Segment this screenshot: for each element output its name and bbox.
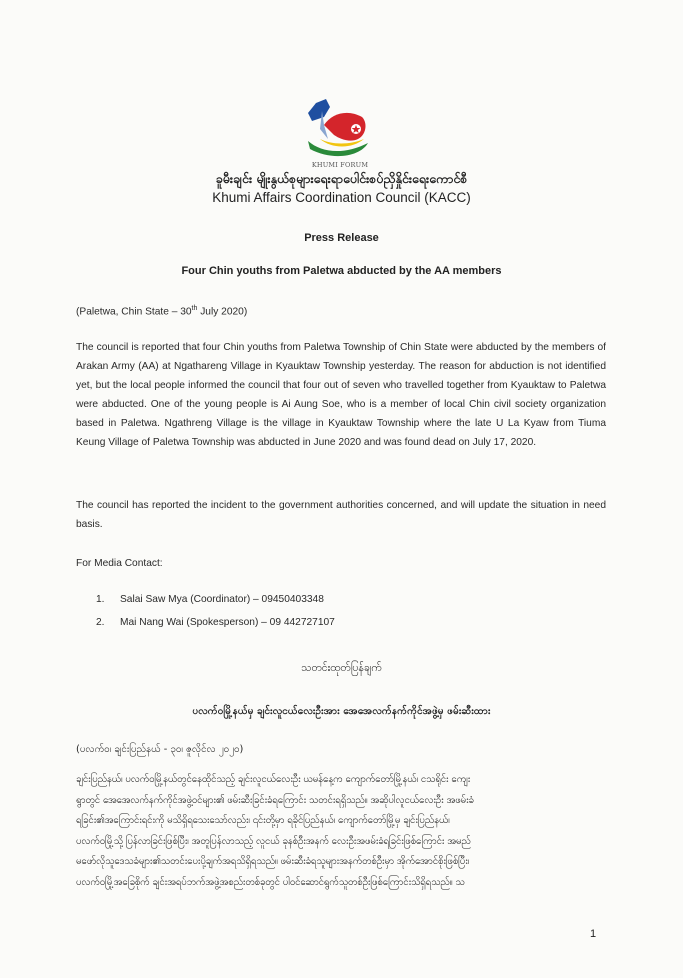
- burmese-release-title: သတင်းထုတ်ပြန်ချက်: [301, 662, 382, 674]
- burmese-line: ချင်းပြည်နယ်၊ ပလက်ဝမြို့နယ်တွင်နေထိုင်သည့် ချင်းလူငယ်လေးဦး ယမန်နေ့က ကျောက်တော်မြို့နယ်၊ ငသရိုင်း ကျေး: [76, 774, 471, 785]
- burmese-headline: ပလက်ဝမြို့နယ်မှ ချင်းလူငယ်လေးဦးအား အေအေလက်နက်ကိုင်အဖွဲ့မှ ဖမ်းဆီးထား: [192, 706, 491, 717]
- burmese-line: ပလက်ဝမြို့အခြေစိုက် ချင်းအရပ်ဘက်အဖွဲ့အစည်းတစ်ခုတွင် ပါဝင်ဆောင်ရွက်သူတစ်ဦးဖြစ်ကြောင်းသိရှိရသည်။ သ: [76, 876, 465, 888]
- burmese-body: [76, 770, 606, 894]
- paragraph-1: The council is reported that four Chin youths from Paletwa Township of Chin State were abducted by the members of Arakan Army (AA) at Ngathareng Village in Kyauktaw Township yesterday. The reason for abduction is not identified yet, but the local people informed the council that four out of seven who travelled together from Kyauktaw to Paletwa were abducted. One of the young people is Ai Aung Soe, who is a member of local Chin civil society organization based in Paletwa. Ngathreng Village is the village in Kyauktaw Township where the late U La Kyaw from Tiuma Keung Village of Paletwa Township was abducted in June 2020 and was found dead on July 17, 2020.: [76, 342, 606, 448]
- press-release-heading: Press Release: [304, 232, 379, 244]
- burmese-line: ပလက်ဝမြို့သို့ ပြန်လာခြင်းဖြစ်ပြီး၊ အတူပြန်လာသည့် လူငယ် ခုနစ်ဦးအနက် လေးဦးအဖမ်းခံရခြင်းဖြစ်ကြောင်း အမည်: [76, 835, 471, 847]
- logo-caption: KHUMI FORUM: [311, 161, 369, 169]
- press-release-title: Four Chin youths from Paletwa abducted by the AA members: [181, 265, 502, 277]
- burmese-line: မဖော်လိုသူဒေသခံများ၏သတင်းပေးပို့ချက်အရသိရှိရသည်။ ဖမ်းဆီးခံရသူများအနက်တစ်ဦးမှာ အိုက်အောင်စိုးဖြစ်ပြီး၊: [76, 856, 470, 868]
- contact-list: [96, 590, 335, 636]
- paragraph-2: The council has reported the incident to the government authorities concerned, and will update the situation in need basis.: [76, 500, 606, 530]
- dateline: (Paletwa, Chin State – 30th July 2020): [76, 305, 248, 318]
- contact-item: 1. Salai Saw Mya (Coordinator) – 09450403348: [96, 594, 324, 605]
- page-number: 1: [590, 928, 597, 940]
- burmese-line: ရခြင်း၏အကြောင်းရင်းကို မသိရှိရသေးသော်လည်း၊ ၎င်းတို့မှာ ရခိုင်ပြည်နယ်၊ ကျောက်တော်မြို့မှ ချင်းပြည်နယ်၊: [76, 815, 450, 827]
- media-contact-label: For Media Contact:: [76, 558, 163, 569]
- khumi-forum-logo: [302, 95, 382, 163]
- burmese-dateline: (ပလက်ဝ၊ ချင်းပြည်နယ် - ၃၀၊ ဇူလိုင်လ ၂၀၂၀): [76, 744, 244, 755]
- contact-item: 2. Mai Nang Wai (Spokesperson) – 09 442727107: [96, 617, 335, 628]
- org-name-burmese: ခူမီးချင်း မျိုးနွယ်စုများရေးရာပေါင်းစပ်ညှိနှိုင်းရေးကောင်စီ: [215, 171, 468, 186]
- burmese-line: ရွာတွင် အေအေလက်နက်ကိုင်အဖွဲ့ဝင်များ၏ ဖမ်းဆီးခြင်းခံရကြောင်း သတင်းရရှိသည်။ အဆိုပါလူငယ်လေးဦး အဖမ်းခံ: [76, 794, 474, 806]
- org-name-english: Khumi Affairs Coordination Council (KACC): [212, 190, 471, 205]
